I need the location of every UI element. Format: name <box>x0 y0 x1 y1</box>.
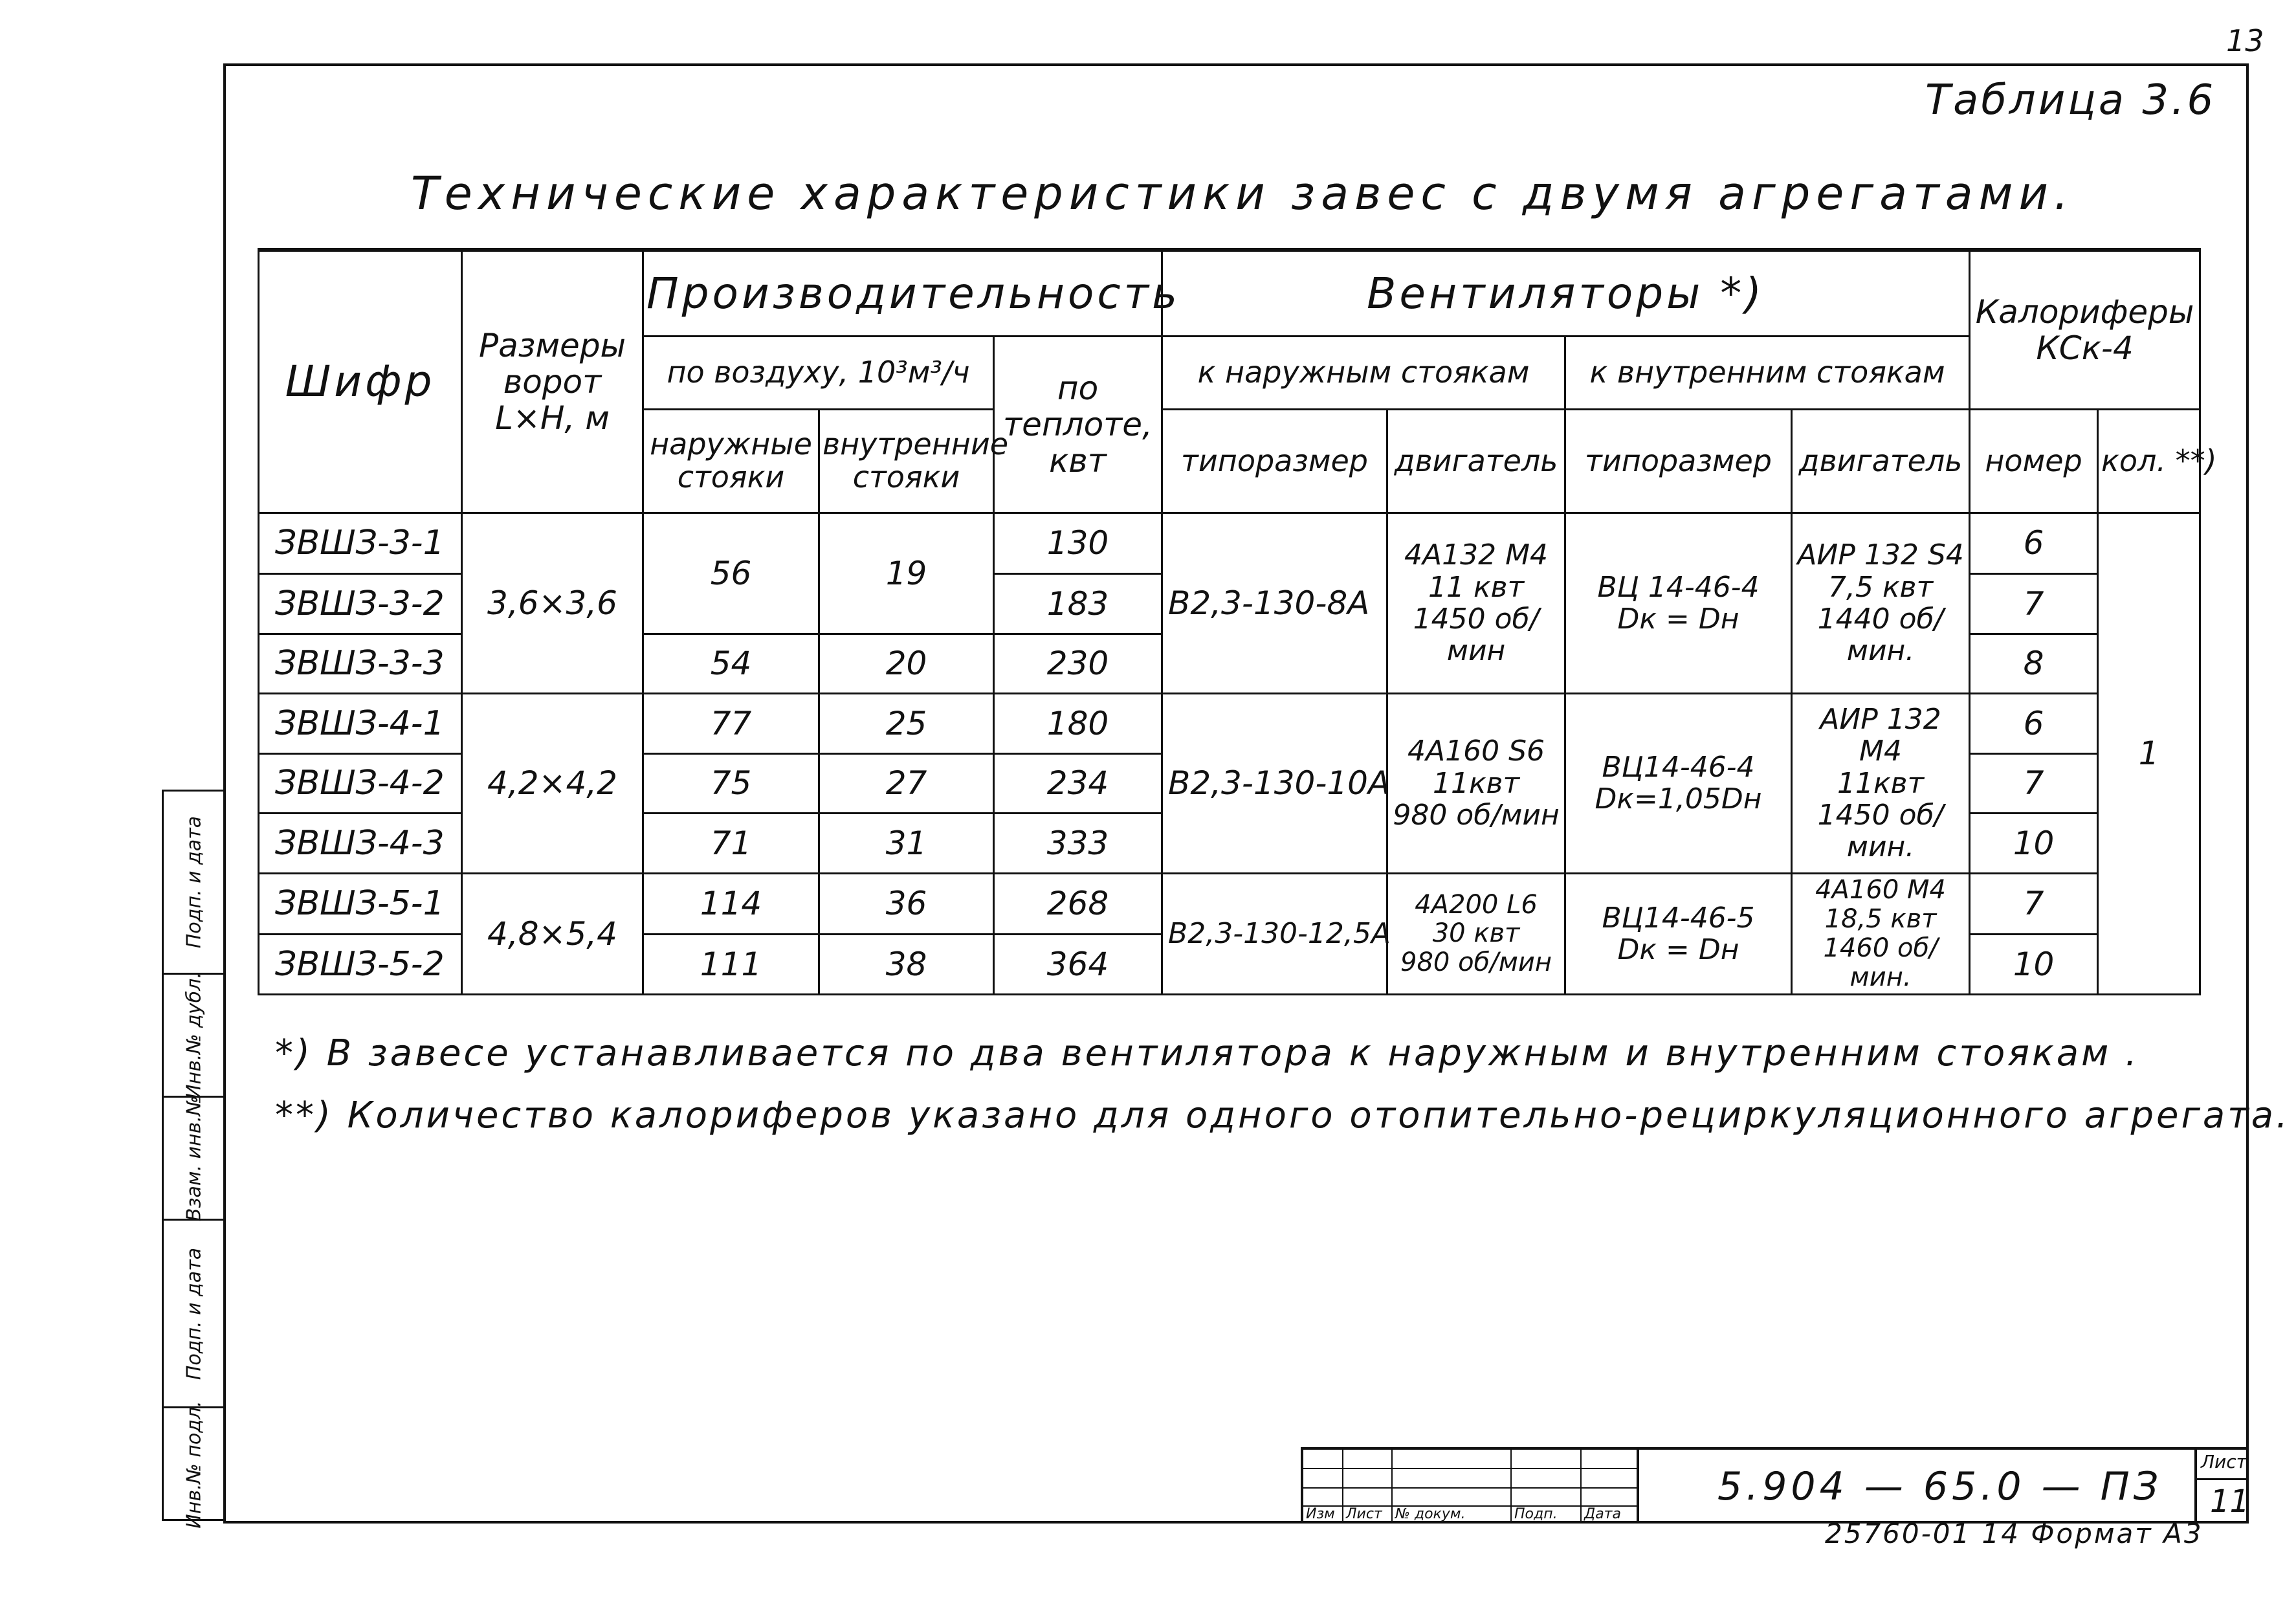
row-code: ЗВШЗ-4-3 <box>259 814 462 874</box>
stamp-cell: Инв.№ подл. <box>164 1406 224 1521</box>
gate-size-cell: 4,2×4,2 <box>462 694 643 874</box>
air-inner-cell: 20 <box>819 634 994 694</box>
heat-cell: 268 <box>994 873 1162 935</box>
fan-outer-motor-cell: 4А132 М4 11 квт 1450 об/мин <box>1387 513 1565 694</box>
row-code: ЗВШЗ-3-3 <box>259 634 462 694</box>
col-label: Дата <box>1584 1506 1621 1522</box>
heat-cell: 130 <box>994 513 1162 574</box>
fan-inner-type-cell: ВЦ14-46-5 Dк = Dн <box>1565 873 1792 994</box>
heat-cell: 183 <box>994 574 1162 634</box>
row-code: ЗВШЗ-4-1 <box>259 694 462 754</box>
revision-grid <box>1303 1450 1639 1524</box>
note-2: **) Количество калориферов указано для одного отопительно-рециркуляционного агрегата. <box>275 1094 2290 1136</box>
heat-cell: 234 <box>994 753 1162 814</box>
table-label: Таблица 3.6 <box>1925 76 2216 124</box>
stamp-cell: Инв.№ дубл. <box>164 973 224 1096</box>
table-title: Технические характеристики завес с двумя агрегатами. <box>411 167 2075 220</box>
header-gate-size: Размеры ворот L×H, м <box>462 250 643 513</box>
document-code: 5.904 — 65.0 — ПЗ <box>1717 1464 2163 1509</box>
header-heaters: Калориферы КСк-4 <box>1970 250 2200 410</box>
stamp-cell: Подп. и дата <box>182 815 205 949</box>
table-notes <box>275 1023 2290 1147</box>
gate-size-cell: 3,6×3,6 <box>462 513 643 694</box>
heat-cell: 230 <box>994 634 1162 694</box>
row-code: ЗВШЗ-4-2 <box>259 753 462 814</box>
header-fan-inner-motor: двигатель <box>1792 410 1970 513</box>
heater-number-cell: 10 <box>1970 814 2098 874</box>
air-outer-cell: 56 <box>643 513 819 634</box>
fan-inner-type-cell: ВЦ14-46-4 Dк=1,05Dн <box>1565 694 1792 874</box>
title-block <box>1301 1447 2249 1524</box>
heater-number-cell: 7 <box>1970 753 2098 814</box>
fan-outer-type-cell: В2,3-130-8А <box>1162 513 1387 694</box>
header-by-air: по воздуху, 10³м³/ч <box>643 337 994 410</box>
header-inner-posts: внутренние стояки <box>819 410 994 513</box>
air-outer-cell: 54 <box>643 634 819 694</box>
col-label: № докум. <box>1395 1506 1466 1522</box>
stamp-cell: Подп. и дата <box>164 1219 224 1406</box>
air-outer-cell: 114 <box>643 873 819 935</box>
spec-table <box>258 248 2217 995</box>
header-to-outer-posts: к наружным стоякам <box>1162 337 1565 410</box>
sheet-label: Лист <box>2201 1451 2247 1472</box>
air-inner-cell: 19 <box>819 513 994 634</box>
air-inner-cell: 31 <box>819 814 994 874</box>
sheet-box <box>2194 1450 2249 1524</box>
heat-cell: 180 <box>994 694 1162 754</box>
heater-number-cell: 7 <box>1970 873 2098 935</box>
air-outer-cell: 71 <box>643 814 819 874</box>
air-inner-cell: 27 <box>819 753 994 814</box>
header-outer-posts: наружные стояки <box>643 410 819 513</box>
header-by-heat: по теплоте, квт <box>994 337 1162 513</box>
fan-inner-motor-cell: АИР 132 М4 11квт 1450 об/мин. <box>1792 694 1970 874</box>
row-code: ЗВШЗ-5-1 <box>259 873 462 935</box>
fan-outer-type-cell: В2,3-130-10А <box>1162 694 1387 874</box>
fan-inner-type-cell: ВЦ 14-46-4 Dк = Dн <box>1565 513 1792 694</box>
col-label: Подп. <box>1514 1506 1558 1522</box>
heater-number-cell: 8 <box>1970 634 2098 694</box>
heat-cell: 333 <box>994 814 1162 874</box>
fan-inner-motor-cell: 4А160 М4 18,5 квт 1460 об/мин. <box>1792 873 1970 994</box>
fan-outer-type-cell: В2,3-130-12,5А <box>1162 873 1387 994</box>
fan-outer-motor-cell: 4А160 S6 11квт 980 об/мин <box>1387 694 1565 874</box>
header-code: Шифр <box>259 250 462 513</box>
row-code: ЗВШЗ-3-2 <box>259 574 462 634</box>
footer-code: 25760-01 14 Формат А3 <box>1825 1518 2203 1549</box>
row-code: ЗВШЗ-5-2 <box>259 935 462 995</box>
air-outer-cell: 77 <box>643 694 819 754</box>
fan-outer-motor-cell: 4А200 L6 30 квт 980 об/мин <box>1387 873 1565 994</box>
col-label: Изм <box>1306 1506 1335 1522</box>
air-outer-cell: 111 <box>643 935 819 995</box>
heat-cell: 364 <box>994 935 1162 995</box>
heater-number-cell: 7 <box>1970 574 2098 634</box>
heater-number-cell: 10 <box>1970 935 2098 995</box>
heater-qty-cell: 1 <box>2098 513 2200 994</box>
header-fans: Вентиляторы *) <box>1162 250 1970 337</box>
air-inner-cell: 36 <box>819 873 994 935</box>
air-inner-cell: 25 <box>819 694 994 754</box>
stamp-cell: Взам. инв.№ <box>164 1096 224 1219</box>
gate-size-cell: 4,8×5,4 <box>462 873 643 994</box>
fan-inner-motor-cell: АИР 132 S4 7,5 квт 1440 об/мин. <box>1792 513 1970 694</box>
page-number: 13 <box>2226 23 2264 58</box>
sheet-number: 11 <box>2210 1483 2250 1520</box>
header-fan-outer-type: типоразмер <box>1162 410 1387 513</box>
air-outer-cell: 75 <box>643 753 819 814</box>
air-inner-cell: 38 <box>819 935 994 995</box>
header-performance: Производительность <box>643 250 1162 337</box>
header-heater-qty: кол. **) <box>2098 410 2200 513</box>
col-label: Лист <box>1346 1506 1382 1522</box>
header-heater-number: номер <box>1970 410 2098 513</box>
header-fan-outer-motor: двигатель <box>1387 410 1565 513</box>
header-fan-inner-type: типоразмер <box>1565 410 1792 513</box>
header-to-inner-posts: к внутренним стоякам <box>1565 337 1970 410</box>
approval-stamp-strip <box>162 790 224 1529</box>
heater-number-cell: 6 <box>1970 694 2098 754</box>
heater-number-cell: 6 <box>1970 513 2098 574</box>
note-1: *) В завесе устанавливается по два вентилятора к наружным и внутренним стоякам . <box>275 1032 2139 1074</box>
row-code: ЗВШЗ-3-1 <box>259 513 462 574</box>
